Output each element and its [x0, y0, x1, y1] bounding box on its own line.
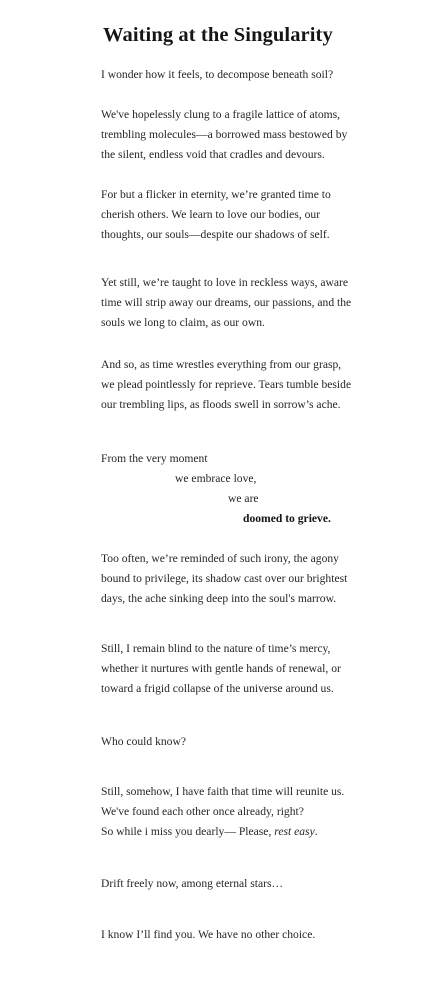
poem-line: Too often, we’re reminded of such irony, the agony: [101, 552, 339, 565]
poem-line: I know I’ll find you. We have no other choice.: [101, 928, 316, 941]
stanza-10: [101, 782, 401, 842]
poem-line: our trembling lips, as floods swell in sorrow’s ache.: [101, 398, 341, 411]
poem-line: And so, as time wrestles everything from our grasp,: [101, 358, 342, 371]
poem-line: time will strip away our dreams, our passions, and the: [101, 296, 352, 309]
poem-line: we plead pointlessly for reprieve. Tears tumble beside: [101, 378, 352, 391]
poem-line: souls we long to claim, as our own.: [101, 316, 265, 329]
stanza-2: [101, 105, 401, 165]
poem-line: bound to privilege, its shadow cast over our brightest: [101, 572, 348, 585]
poem-line: thoughts, our souls—despite our shadows of self.: [101, 228, 330, 241]
stanza-4: [101, 273, 401, 333]
stanza-8: [101, 639, 401, 699]
stanza-9: [101, 732, 401, 752]
poem-line: Yet still, we’re taught to love in reckless ways, aware: [101, 276, 349, 289]
poem-line-text: So while i miss you dearly— Please,: [101, 825, 275, 838]
poem-line: We've found each other once already, right?: [101, 805, 304, 818]
poem-line-italic: rest easy: [274, 825, 315, 838]
poem-line: we are: [228, 492, 259, 505]
poem-line: cherish others. We learn to love our bodies, our: [101, 208, 321, 221]
stanza-1: [101, 65, 401, 85]
poem-line: the silent, endless void that cradles and devours.: [101, 148, 325, 161]
poem-line: I wonder how it feels, to decompose beneath soil?: [101, 68, 334, 81]
stanza-5: [101, 355, 401, 415]
poem-line: whether it nurtures with gentle hands of renewal, or: [101, 662, 341, 675]
poem-line: [101, 822, 401, 842]
poem-line: We've hopelessly clung to a fragile lattice of atoms,: [101, 108, 341, 121]
poem-line: From the very moment: [101, 452, 208, 465]
poem-line-emphasis: doomed to grieve.: [243, 512, 331, 525]
poem-line: Drift freely now, among eternal stars…: [101, 877, 284, 890]
poem-line: days, the ache sinking deep into the soul's marrow.: [101, 592, 337, 605]
poem-line: Who could know?: [101, 735, 187, 748]
stanza-7: [101, 549, 401, 609]
stanza-12: [101, 925, 401, 945]
poem-line: we embrace love,: [175, 472, 257, 485]
poem-line: For but a flicker in eternity, we’re granted time to: [101, 188, 331, 201]
poem-line-punct: .: [314, 825, 318, 838]
poem-line: trembling molecules—a borrowed mass bestowed by: [101, 128, 348, 141]
poem-line: toward a frigid collapse of the universe around us.: [101, 682, 334, 695]
stanza-11: [101, 874, 401, 894]
stanza-3: [101, 185, 401, 245]
poem-line: Still, somehow, I have faith that time will reunite us.: [101, 785, 345, 798]
poem-title: Waiting at the Singularity: [103, 24, 333, 46]
poem-line: Still, I remain blind to the nature of time’s mercy,: [101, 642, 331, 655]
